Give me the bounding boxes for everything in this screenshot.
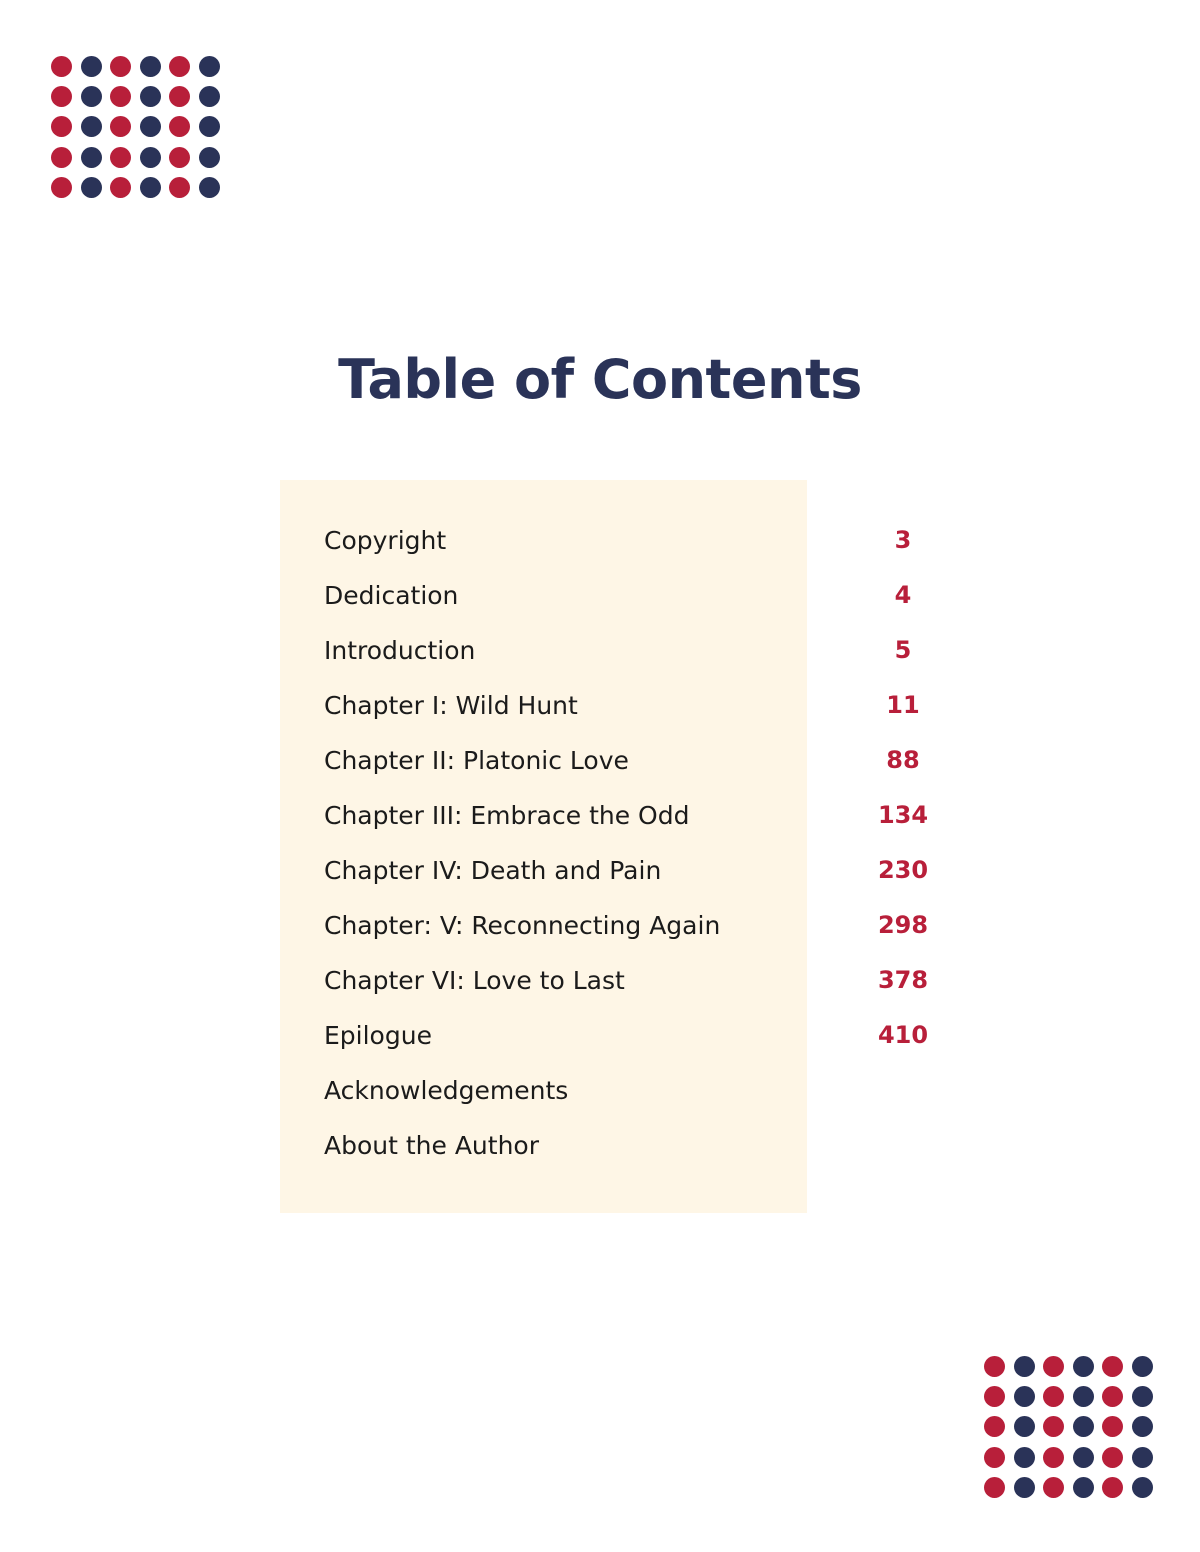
toc-entry-label: About the Author: [324, 1131, 540, 1160]
decorative-dot: [169, 56, 190, 77]
toc-entry-label: Chapter VI: Love to Last: [324, 966, 625, 995]
toc-entry-label: Chapter I: Wild Hunt: [324, 691, 578, 720]
decorative-dot: [110, 177, 131, 198]
decorative-dot: [1014, 1447, 1035, 1468]
toc-entry: [0, 953, 1200, 1008]
decorative-dot: [51, 147, 72, 168]
decorative-dot: [984, 1477, 1005, 1498]
decorative-dot: [110, 147, 131, 168]
toc-entry: [0, 733, 1200, 788]
decorative-dot: [1014, 1477, 1035, 1498]
decorative-dot: [1102, 1477, 1123, 1498]
decorative-dot: [140, 56, 161, 77]
decorative-dot: [1073, 1416, 1094, 1437]
toc-entry: [0, 623, 1200, 678]
decorative-dot: [169, 86, 190, 107]
decorative-dot: [51, 116, 72, 137]
decorative-dot: [140, 116, 161, 137]
decorative-dot: [51, 56, 72, 77]
decorative-dot: [199, 177, 220, 198]
decorative-dot: [984, 1416, 1005, 1437]
decorative-dot: [169, 177, 190, 198]
decorative-dot: [1102, 1386, 1123, 1407]
toc-entry-label: Chapter: V: Reconnecting Again: [324, 911, 721, 940]
decorative-dot: [110, 116, 131, 137]
decorative-dot: [199, 147, 220, 168]
decorative-dot: [140, 147, 161, 168]
toc-entry-page-number: 5: [894, 636, 912, 664]
decorative-dot: [81, 56, 102, 77]
decorative-dot-pattern-bottom-right: [984, 1356, 1153, 1498]
decorative-dot: [1073, 1477, 1094, 1498]
decorative-dot: [1102, 1447, 1123, 1468]
decorative-dot: [1043, 1356, 1064, 1377]
toc-entry-label: Chapter III: Embrace the Odd: [324, 801, 690, 830]
decorative-dot: [1014, 1416, 1035, 1437]
decorative-dot: [81, 177, 102, 198]
decorative-dot: [199, 56, 220, 77]
decorative-dot: [1132, 1447, 1153, 1468]
toc-entry-page-number: 3: [894, 526, 912, 554]
decorative-dot: [1102, 1416, 1123, 1437]
toc-entry-label: Introduction: [324, 636, 476, 665]
decorative-dot: [199, 86, 220, 107]
decorative-dot: [1043, 1416, 1064, 1437]
decorative-dot: [81, 116, 102, 137]
toc-entry: [0, 1008, 1200, 1063]
toc-entry-page-number: 88: [886, 746, 920, 774]
toc-entry: [0, 788, 1200, 843]
page-title: Table of Contents: [338, 348, 862, 411]
decorative-dot: [51, 177, 72, 198]
toc-entry-page-number: 378: [877, 966, 929, 994]
toc-entry-label: Acknowledgements: [324, 1076, 569, 1105]
toc-entry-page-number: 134: [877, 801, 929, 829]
toc-entry: [0, 568, 1200, 623]
decorative-dot: [1043, 1477, 1064, 1498]
decorative-dot: [140, 177, 161, 198]
decorative-dot: [1132, 1477, 1153, 1498]
decorative-dot: [1132, 1386, 1153, 1407]
decorative-dot: [984, 1386, 1005, 1407]
toc-entry-page-number: 410: [877, 1021, 929, 1049]
decorative-dot: [1014, 1356, 1035, 1377]
toc-entry-page-number: 298: [877, 911, 929, 939]
toc-entry: [0, 843, 1200, 898]
decorative-dot: [1102, 1356, 1123, 1377]
toc-entry: [0, 678, 1200, 733]
decorative-dot: [51, 86, 72, 107]
toc-entry-label: Chapter II: Platonic Love: [324, 746, 629, 775]
decorative-dot: [110, 56, 131, 77]
toc-entry-label: Chapter IV: Death and Pain: [324, 856, 662, 885]
decorative-dot: [1014, 1386, 1035, 1407]
toc-entry-page-number: 230: [877, 856, 929, 884]
toc-entry-page-number: 4: [894, 581, 912, 609]
decorative-dot: [140, 86, 161, 107]
toc-entry: [0, 1063, 1200, 1118]
toc-entry-label: Copyright: [324, 526, 447, 555]
decorative-dot: [1132, 1416, 1153, 1437]
table-of-contents-list: [0, 513, 1200, 1173]
toc-entry: [0, 513, 1200, 568]
decorative-dot: [1073, 1386, 1094, 1407]
decorative-dot: [81, 86, 102, 107]
decorative-dot: [1073, 1356, 1094, 1377]
decorative-dot: [1043, 1447, 1064, 1468]
toc-entry-page-number: 11: [886, 691, 920, 719]
toc-entry: [0, 898, 1200, 953]
toc-entry: [0, 1118, 1200, 1173]
decorative-dot: [169, 147, 190, 168]
decorative-dot-pattern-top-left: [51, 56, 220, 198]
toc-entry-label: Epilogue: [324, 1021, 432, 1050]
decorative-dot: [81, 147, 102, 168]
decorative-dot: [984, 1447, 1005, 1468]
decorative-dot: [1073, 1447, 1094, 1468]
decorative-dot: [984, 1356, 1005, 1377]
decorative-dot: [199, 116, 220, 137]
decorative-dot: [1132, 1356, 1153, 1377]
decorative-dot: [169, 116, 190, 137]
toc-entry-label: Dedication: [324, 581, 459, 610]
decorative-dot: [1043, 1386, 1064, 1407]
decorative-dot: [110, 86, 131, 107]
